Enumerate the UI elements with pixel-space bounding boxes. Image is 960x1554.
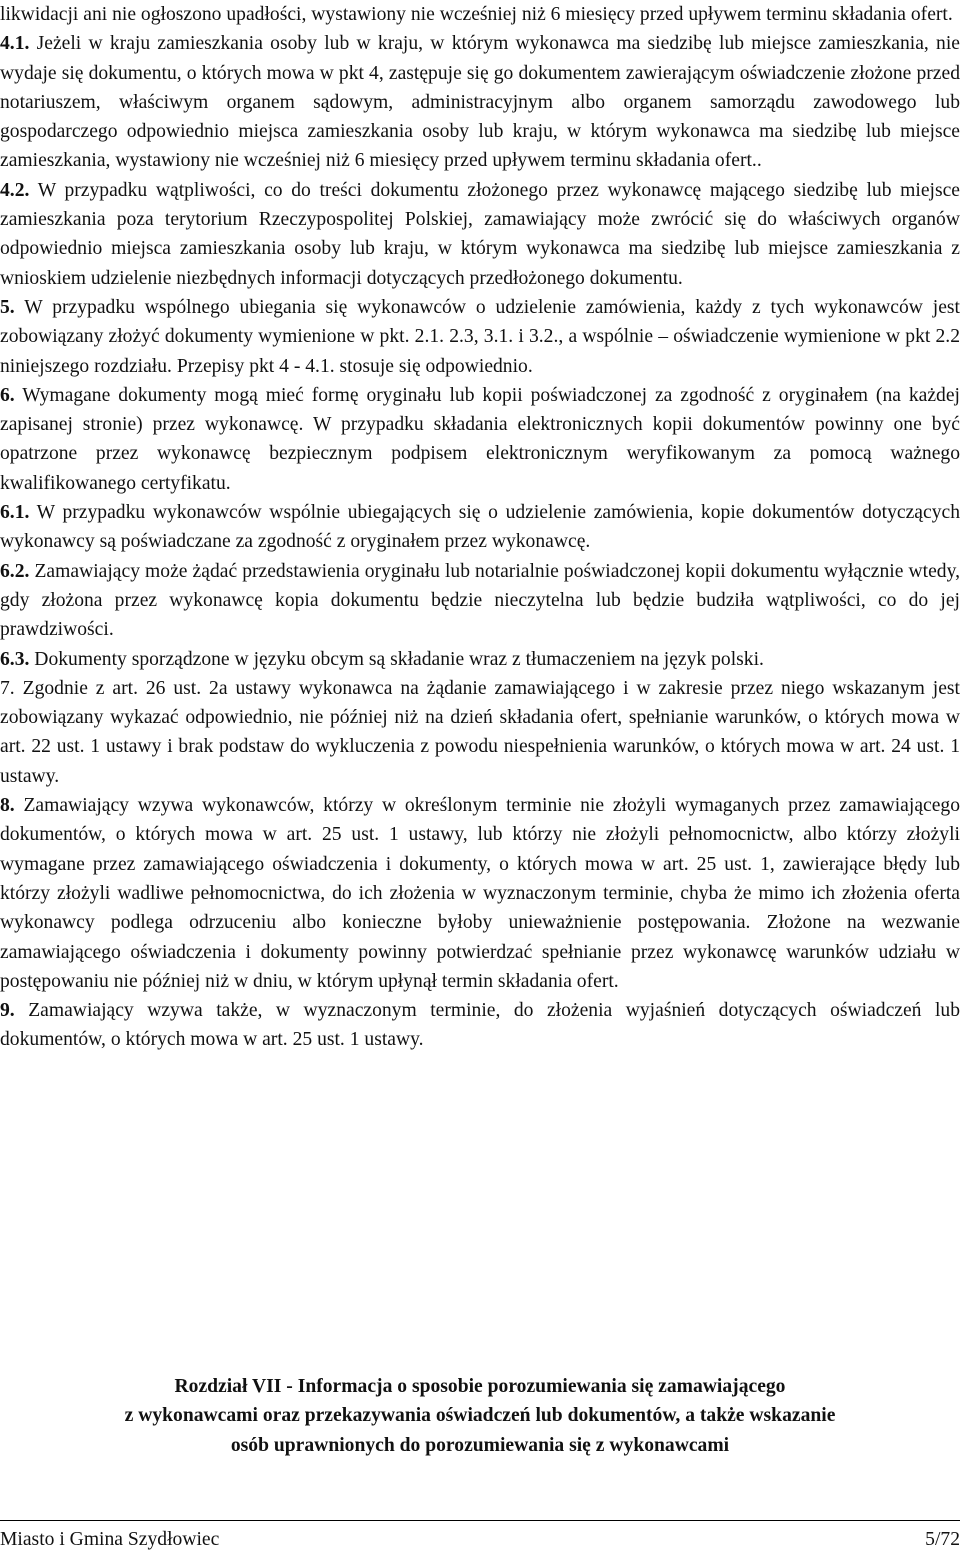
footer-organization: Miasto i Gmina Szydłowiec — [0, 1529, 220, 1550]
paragraph-4-2 — [0, 176, 960, 293]
paragraph-text: likwidacji ani nie ogłoszono upadłości, wystawiony nie wcześniej niż 6 miesięcy przed upływem terminu składania ofert. — [0, 4, 953, 25]
paragraph-continuation — [0, 0, 960, 29]
page-number: 5/72 — [925, 1529, 960, 1550]
paragraph-text: W przypadku wykonawców wspólnie ubiegających się o udzielenie zamówienia, kopie dokumentów dotyczących wykonawcy są poświadczane za zgodność z oryginałem przez wykonawcę. — [0, 502, 960, 553]
paragraph-5 — [0, 293, 960, 381]
paragraph-text: Jeżeli w kraju zamieszkania osoby lub w kraju, w którym wykonawca ma siedzibę lub miejsce zamieszkania, nie wydaje się dokumentu, o których mowa w pkt 4, zastępuje się go dokumentem zawierającym oświadczenie złożone przed notariuszem, właściwym organem sądowym, administracyjnym albo organem samorządu zawodowego lub gospodarczego odpowiednio miejsca zamieszkania osoby lub kraju, w którym wykonawca ma siedzibę lub miejsce zamieszkania, wystawiony nie wcześniej niż 6 miesięcy przed upływem terminu składania ofert.. — [0, 33, 960, 172]
paragraph-number: 9. — [0, 1000, 15, 1022]
chapter-heading — [0, 1372, 960, 1460]
paragraph-text: W przypadku wątpliwości, co do treści dokumentu złożonego przez wykonawcę mającego siedzibę lub miejsce zamieszkania poza terytorium Rzeczypospolitej Polskiej, zamawiający może zwrócić się do właściwych organów odpowiednio miejsca zamieszkania osoby lub kraju, w którym wykonawca ma siedzibę lub miejsce zamieszkania z wnioskiem udzielenie niezbędnych informacji dotyczących przedłożonego dokumentu. — [0, 179, 960, 289]
footer-divider — [0, 1520, 960, 1521]
paragraph-7 — [0, 674, 960, 791]
paragraph-6 — [0, 381, 960, 498]
paragraph-number: 6.2. — [0, 560, 30, 582]
chapter-heading-line: z wykonawcami oraz przekazywania oświadczeń lub dokumentów, a także wskazanie — [124, 1405, 836, 1427]
paragraph-number: 6.3. — [0, 648, 30, 670]
chapter-heading-line: osób uprawnionych do porozumiewania się z wykonawcami — [230, 1434, 730, 1456]
paragraph-text: Zamawiający wzywa wykonawców, którzy w określonym terminie nie złożyli wymaganych przez zamawiającego dokumentów, o których mowa w art. 25 ust. 1 ustawy, lub którzy nie złożyli pełnomocnictw, albo którzy złożyli wymagane przez zamawiającego oświadczenia i dokumenty, o których mowa w art. 25 ust. 1, zawierające błędy lub którzy złożyli wadliwe pełnomocnictwa, do ich złożenia w wyznaczonym terminie, chyba że mimo ich złożenia oferta wykonawcy podlega odrzuceniu albo konieczne byłoby unieważnienie postępowania. Złożone na wezwanie zamawiającego oświadczenia i dokumenty powinny potwierdzać spełnianie przez wykonawcę warunków udziału w postępowaniu nie później niż w dniu, w którym upłynął termin składania ofert. — [0, 795, 960, 992]
chapter-heading-line: Rozdział VII - Informacja o sposobie porozumiewania się zamawiającego — [174, 1376, 786, 1397]
paragraph-number: 6.1. — [0, 502, 30, 524]
page-footer — [0, 1526, 960, 1554]
paragraph-number: 6. — [0, 384, 15, 406]
paragraph-6-1 — [0, 498, 960, 557]
paragraph-6-3 — [0, 645, 960, 674]
paragraph-text: W przypadku wspólnego ubiegania się wykonawców o udzielenie zamówienia, każdy z tych wykonawców jest zobowiązany złożyć dokumenty wymienione w pkt. 2.1. 2.3, 3.1. i 3.2., a wspólnie – oświadczenie wymienione w pkt 2.2 niniejszego rozdziału. Przepisy pkt 4 - 4.1. stosuje się odpowiednio. — [0, 296, 960, 377]
paragraph-9 — [0, 996, 960, 1055]
paragraph-8 — [0, 791, 960, 996]
paragraph-text: Zamawiający wzywa także, w wyznaczonym terminie, do złożenia wyjaśnień dotyczących oświadczeń lub dokumentów, o których mowa w art. 25 ust. 1 ustawy. — [0, 1000, 960, 1051]
paragraph-4-1 — [0, 29, 960, 175]
paragraph-6-2 — [0, 557, 960, 645]
paragraph-number: 5. — [0, 296, 15, 318]
paragraph-text: Dokumenty sporządzone w języku obcym są składanie wraz z tłumaczeniem na język polski. — [29, 648, 764, 670]
paragraph-number: 8. — [0, 795, 15, 817]
paragraph-number: 4.2. — [0, 179, 30, 201]
paragraph-text: 7. Zgodnie z art. 26 ust. 2a ustawy wykonawca na żądanie zamawiającego i w zakresie przez niego wskazanym jest zobowiązany wykazać odpowiednio, nie później niż na dzień składania ofert, spełnianie warunków, o których mowa w art. 22 ust. 1 ustawy i brak podstaw do wykluczenia z powodu niespełnienia warunków, o których mowa w art. 24 ust. 1 ustawy. — [0, 677, 960, 787]
paragraph-text: Wymagane dokumenty mogą mieć formę oryginału lub kopii poświadczonej za zgodność z oryginałem (na każdej zapisanej stronie) przez wykonawcę. W przypadku składania elektronicznych kopii dokumentów powinny one być opatrzone przez wykonawcę bezpiecznym podpisem elektronicznym weryfikowanym za pomocą ważnego kwalifikowanego certyfikatu. — [0, 384, 960, 494]
paragraph-number: 4.1. — [0, 33, 30, 55]
paragraph-text: Zamawiający może żądać przedstawienia oryginału lub notarialnie poświadczonej kopii dokumentu wyłącznie wtedy, gdy złożona przez wykonawcę kopia dokumentu będzie nieczytelna lub będzie budziła wątpliwości, co do jej prawdziwości. — [0, 560, 960, 641]
